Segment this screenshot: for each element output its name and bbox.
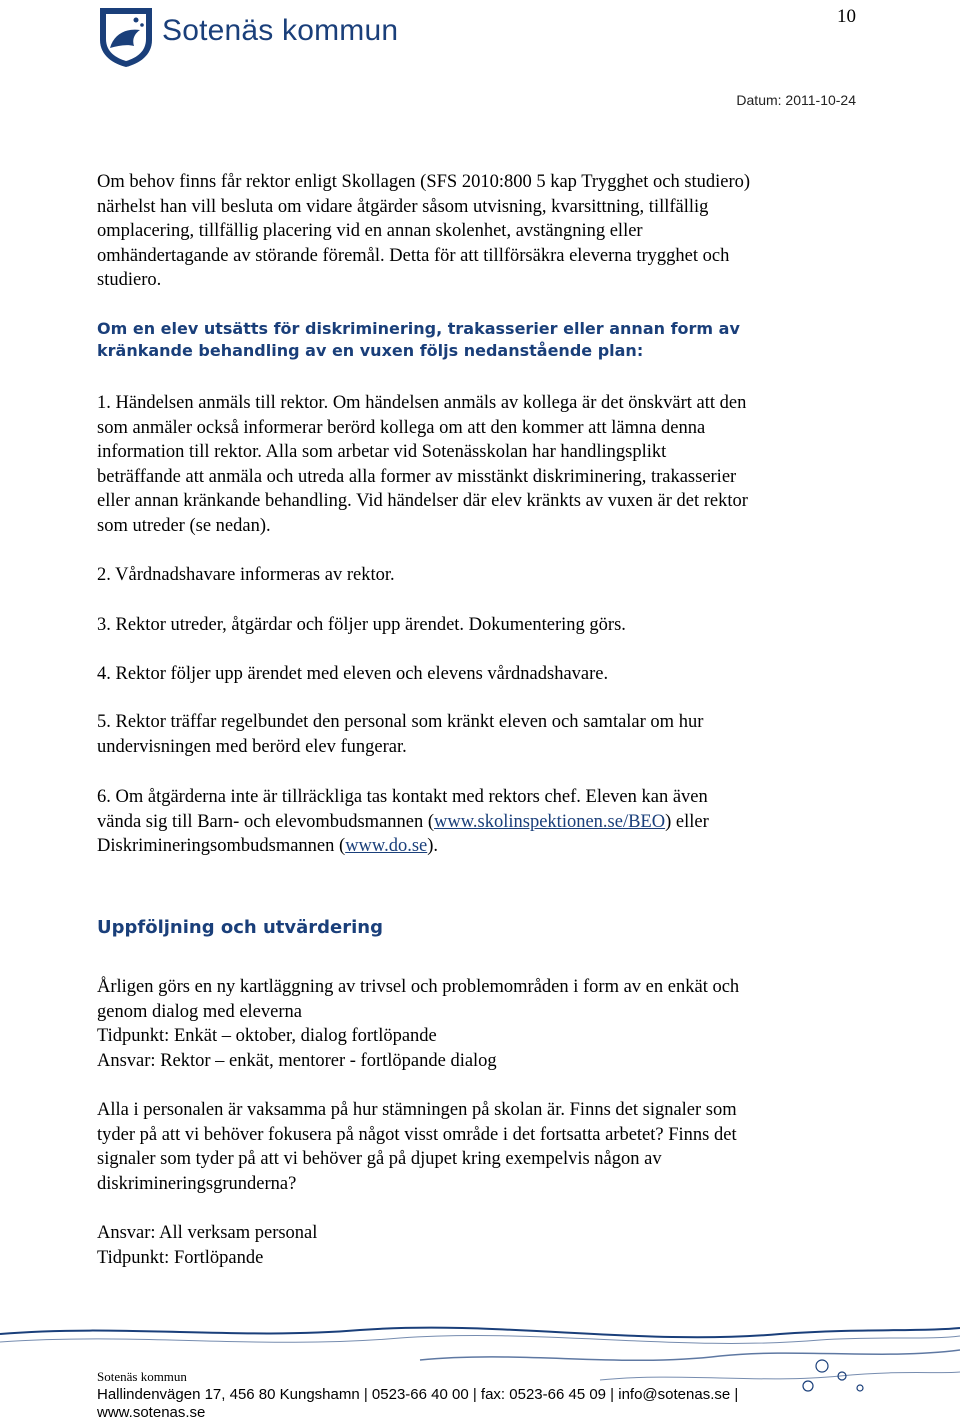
text-line: Tidpunkt: Enkät – oktober, dialog fortlöpande [97, 1026, 437, 1046]
footer-organization: Sotenäs kommun [97, 1369, 187, 1384]
section-heading: Uppföljning och utvärdering [97, 917, 384, 938]
text-line: 5. Rektor träffar regelbundet den personal som kränkt eleven och samtalar om hur [97, 712, 704, 732]
heading-line: Om en elev utsätts för diskriminering, trakasserier eller annan form av [97, 319, 740, 338]
do-link[interactable]: www.do.se [345, 836, 428, 856]
plan-heading [97, 318, 867, 362]
text-line: omhändertagande av störande föremål. Detta för att tillförsäkra eleverna trygghet och [97, 245, 730, 266]
text-line: Årligen görs en ny kartläggning av trivsel och problemområden i form av en enkät och [97, 977, 740, 997]
fish-shield-icon [96, 4, 156, 68]
step-2 [97, 563, 867, 588]
skolinspektionen-link[interactable]: www.skolinspektionen.se/BEO [434, 811, 666, 832]
step-6 [97, 785, 867, 859]
followup-paragraph-3 [97, 1221, 867, 1270]
text-line: studiero. [97, 270, 162, 290]
text-line: undervisningen med berörd elev fungerar. [97, 736, 407, 757]
heading-line: kränkande behandling av en vuxen följs nedanstående plan: [97, 341, 644, 360]
text-line: diskrimineringsgrunderna? [97, 1173, 297, 1194]
text-line: eller annan kränkande behandling. Vid händelser där elev kränkts av vuxen är det rektor [97, 491, 748, 511]
step-3 [97, 613, 867, 638]
text-line: 6. Om åtgärderna inte är tillräckliga tas kontakt med rektors chef. Eleven kan även [97, 787, 708, 807]
text-line: genom dialog med eleverna [97, 1001, 302, 1022]
followup-paragraph-1 [97, 975, 867, 1073]
text-line: Alla i personalen är vaksamma på hur stämningen på skolan är. Finns det signaler som [97, 1100, 737, 1120]
text-line: Om behov finns får rektor enligt Skollagen (SFS 2010:800 5 kap Trygghet och studiero) [97, 172, 751, 192]
page-number: 10 [837, 6, 856, 27]
document-date: Datum: 2011-10-24 [736, 92, 856, 108]
step-4 [97, 662, 867, 687]
footer-website[interactable]: www.sotenas.se [97, 1404, 206, 1421]
text-line: omplacering, tillfällig placering vid en annan skolenhet, avstängning eller [97, 221, 643, 241]
text-line: 4. Rektor följer upp ärendet med eleven och elevens vårdnadshavare. [97, 664, 609, 684]
text-line: signaler som tyder på att vi behöver gå på djupet kring exempelvis någon av [97, 1149, 662, 1169]
text-line: som utreder (se nedan). [97, 515, 271, 536]
step-1 [97, 391, 867, 538]
text-segment: ) eller [665, 811, 709, 832]
text-line: Tidpunkt: Fortlöpande [97, 1247, 264, 1268]
text-line: tyder på att vi behöver fokusera på något visst område i det fortsatta arbetet? Finns det [97, 1124, 737, 1145]
text-segment: ). [427, 836, 439, 856]
text-line: som anmäler också informerar berörd kollega om att den kommer att lämna denna [97, 417, 706, 438]
intro-paragraph [97, 170, 867, 293]
text-line [97, 810, 867, 835]
text-segment: vända sig till Barn- och elevombudsmannen ( [97, 811, 435, 832]
followup-paragraph-2 [97, 1098, 867, 1196]
text-line: Ansvar: Rektor – enkät, mentorer - fortlöpande dialog [97, 1050, 497, 1071]
text-line: 1. Händelsen anmäls till rektor. Om händelsen anmäls av kollega är det önskvärt att den [97, 393, 747, 413]
organization-logo-text: Sotenäs kommun [162, 14, 399, 47]
text-line [97, 834, 867, 859]
text-line: 3. Rektor utreder, åtgärdar och följer upp ärendet. Dokumentering görs. [97, 615, 626, 635]
step-5 [97, 710, 867, 759]
text-line: 2. Vårdnadshavare informeras av rektor. [97, 565, 395, 585]
text-line: beträffande att anmäla och utreda alla former av misstänkt diskriminering, trakasserier [97, 466, 737, 487]
footer-contact-line: Hallindenvägen 17, 456 80 Kungshamn | 0523-66 40 00 | fax: 0523-66 45 09 | info@sotenas.se | [97, 1386, 739, 1403]
text-line: information till rektor. Alla som arbetar vid Sotenässkolan har handlingsplikt [97, 442, 667, 462]
text-line: Ansvar: All verksam personal [97, 1223, 318, 1243]
text-segment: Diskrimineringsombudsmannen ( [97, 836, 346, 856]
text-line: närhelst han vill besluta om vidare åtgärder såsom utvisning, kvarsittning, tillfällig [97, 196, 709, 217]
